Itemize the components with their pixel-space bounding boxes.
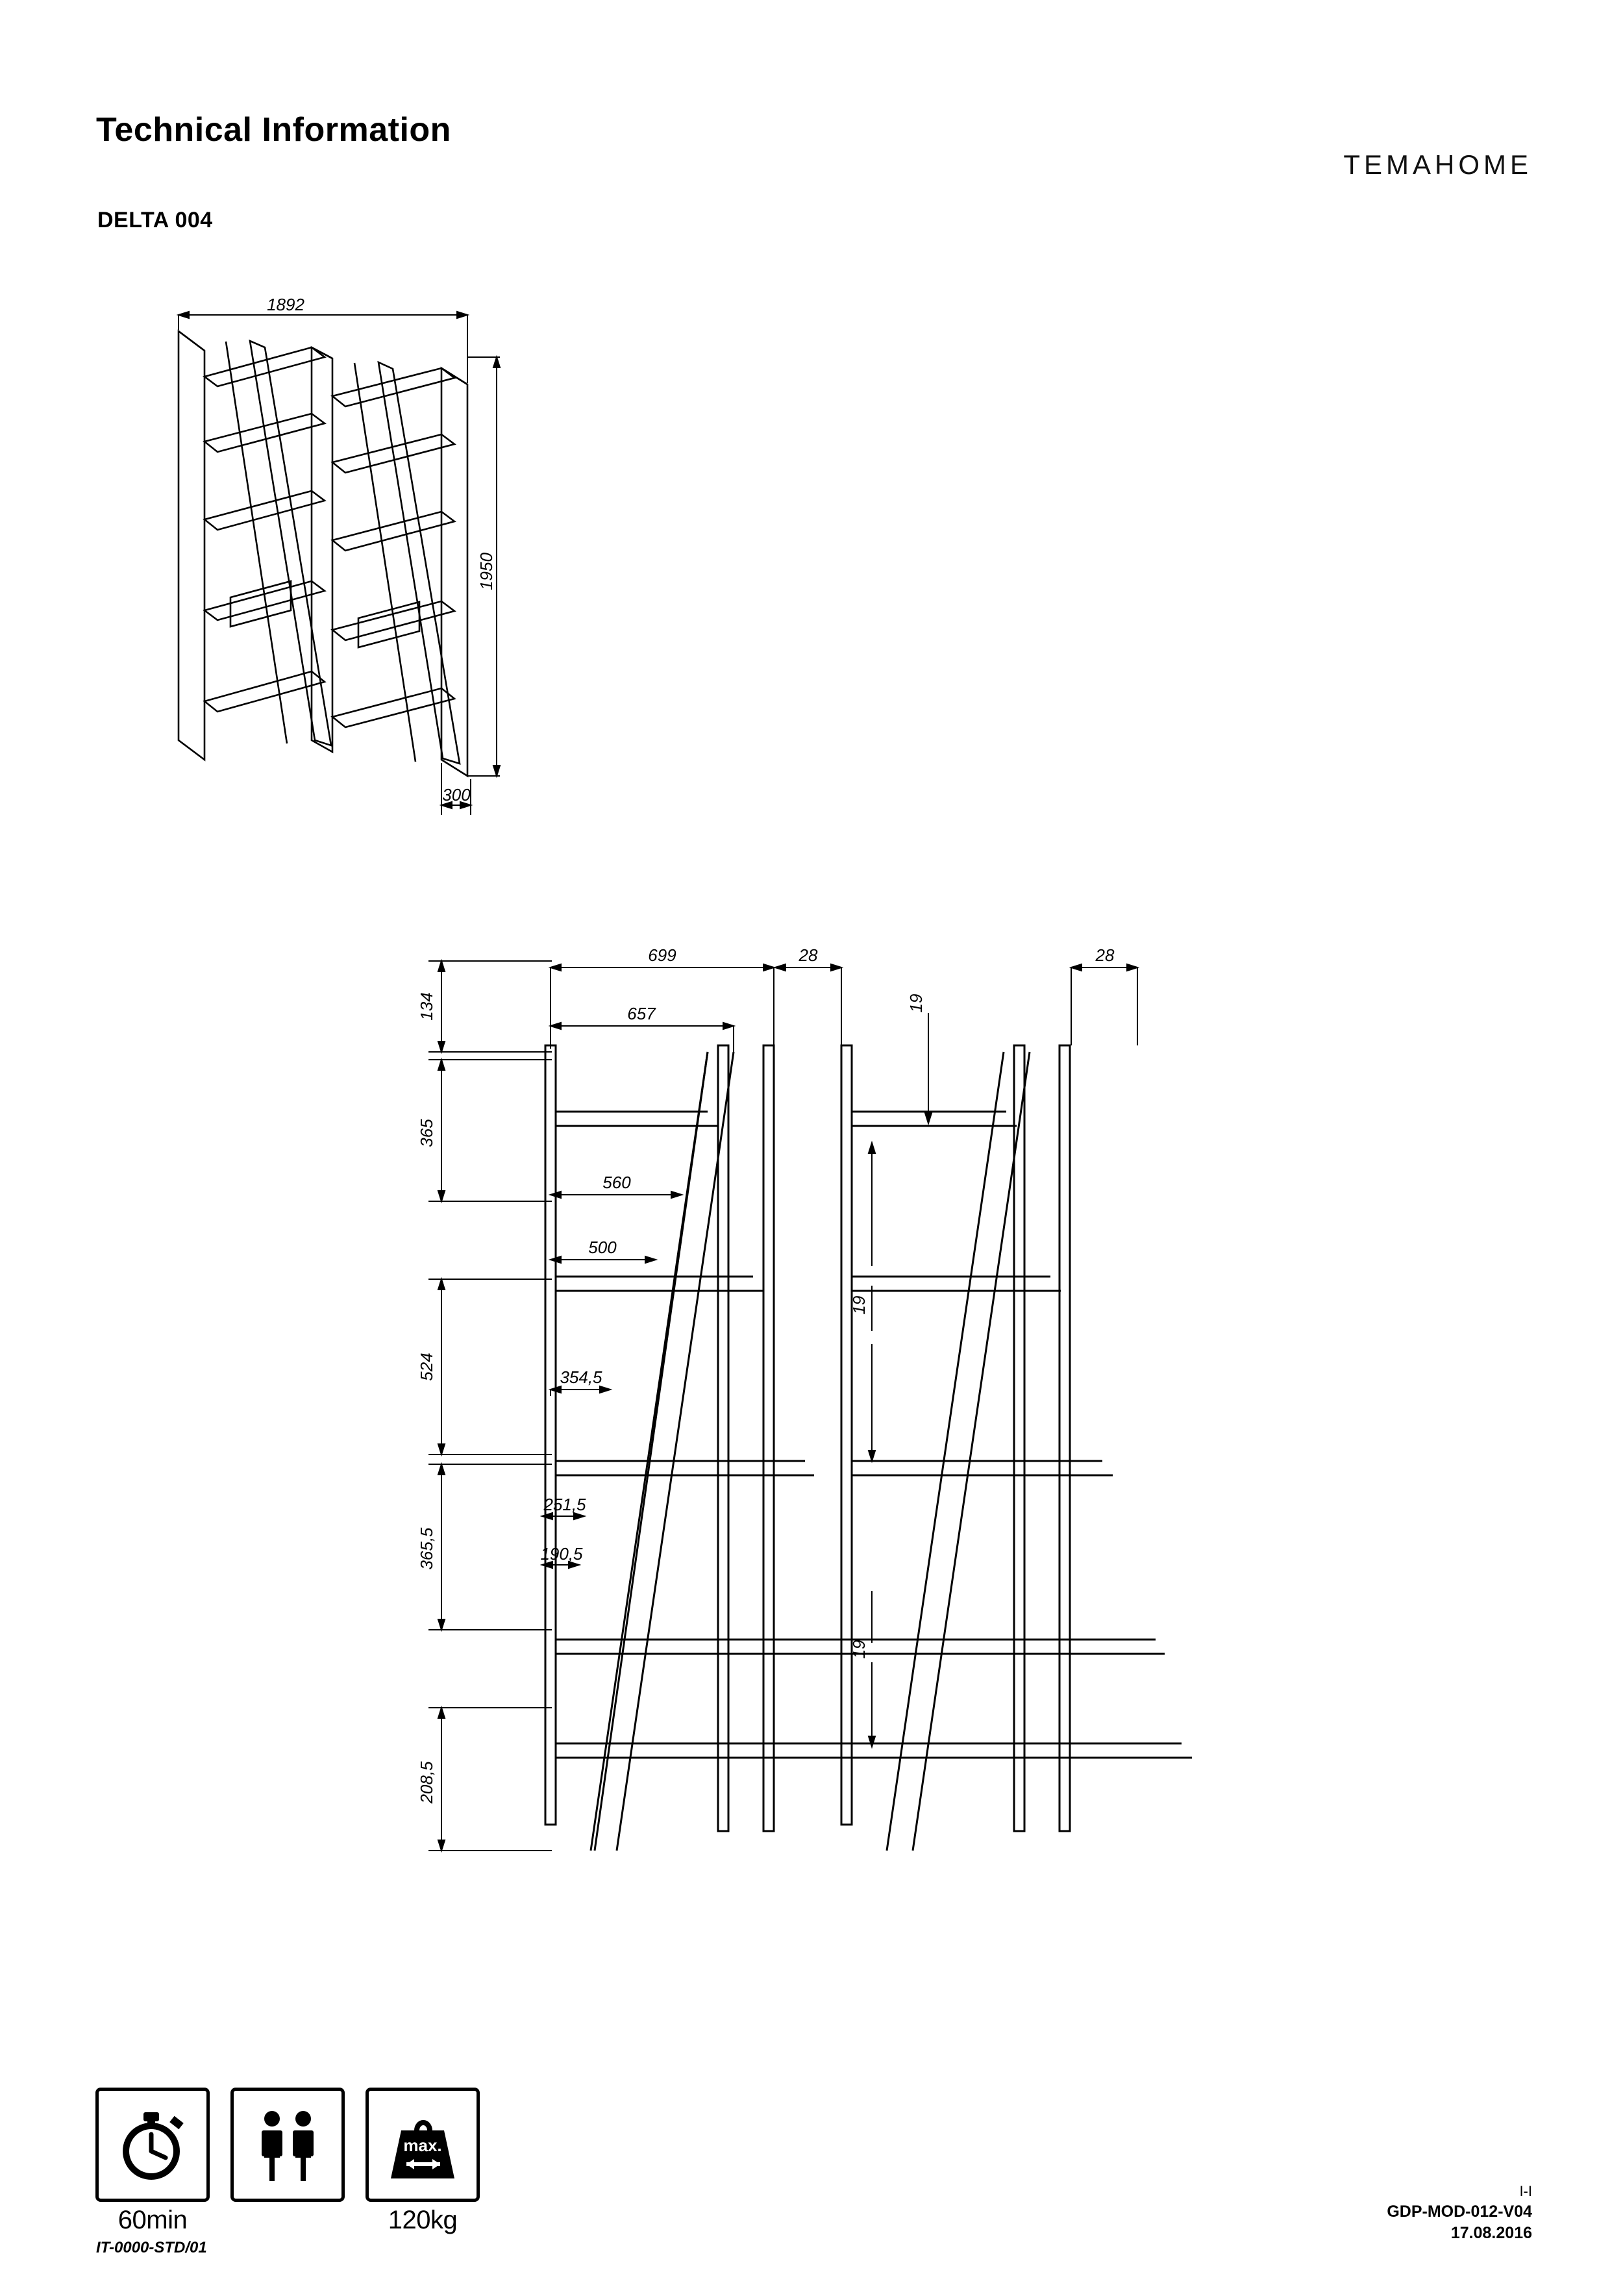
- dim-v-134: 134: [417, 992, 436, 1021]
- weight-max-icon: [378, 2102, 467, 2188]
- footer-icon-group: [91, 2088, 484, 2235]
- dim-v-208-5: 208,5: [417, 1761, 436, 1804]
- isometric-bookcase-view: [117, 286, 584, 857]
- dim-v-365-5: 365,5: [417, 1527, 436, 1570]
- dim-h-190-5: 190,5: [540, 1544, 583, 1564]
- dim-width-1892: 1892: [267, 295, 304, 314]
- dim-height-1950: 1950: [477, 553, 496, 590]
- max-load-frame: [365, 2088, 480, 2202]
- dim-h-560: 560: [602, 1173, 631, 1192]
- reference-code: GDP-MOD-012-V04: [1387, 2202, 1532, 2221]
- page-title: Technical Information: [96, 111, 451, 149]
- dim-depth-300: 300: [442, 785, 471, 805]
- assembly-time-label: 60min: [118, 2206, 188, 2234]
- footer-reference-block: [1387, 2182, 1532, 2245]
- assembly-time-icon: [91, 2088, 214, 2235]
- stopwatch-icon: [110, 2102, 195, 2188]
- svg-text:max.: max.: [403, 2136, 442, 2155]
- persons-required-icon: [226, 2088, 349, 2206]
- section-mark: I-I: [1519, 2183, 1532, 2199]
- dim-h-500: 500: [588, 1238, 617, 1257]
- max-load-icon: [361, 2088, 484, 2235]
- dim-thk-19-mid: 19: [849, 1295, 869, 1315]
- dim-v-524: 524: [417, 1353, 436, 1381]
- doc-code: IT-0000-STD/01: [96, 2239, 207, 2256]
- model-name: DELTA 004: [97, 208, 213, 232]
- dim-h-28-right: 28: [1095, 945, 1115, 965]
- assembly-time-frame: [95, 2088, 210, 2202]
- dim-h-354-5: 354,5: [560, 1367, 602, 1387]
- dim-h-699: 699: [648, 945, 676, 965]
- dim-thk-19-top: 19: [906, 993, 926, 1013]
- dim-h-657: 657: [627, 1004, 656, 1023]
- max-load-label: 120kg: [388, 2206, 458, 2234]
- brand-wordmark: TEMAHOME: [1343, 149, 1532, 180]
- dim-thk-19-low: 19: [849, 1640, 869, 1659]
- two-persons-icon: [245, 2102, 330, 2188]
- dim-h-28-left: 28: [799, 945, 818, 965]
- front-elevation-bookcase-view: [403, 942, 1532, 1928]
- persons-required-frame: [230, 2088, 345, 2202]
- revision-date: 17.08.2016: [1450, 2224, 1532, 2243]
- dim-v-365: 365: [417, 1119, 436, 1147]
- dim-h-251-5: 251,5: [543, 1495, 586, 1514]
